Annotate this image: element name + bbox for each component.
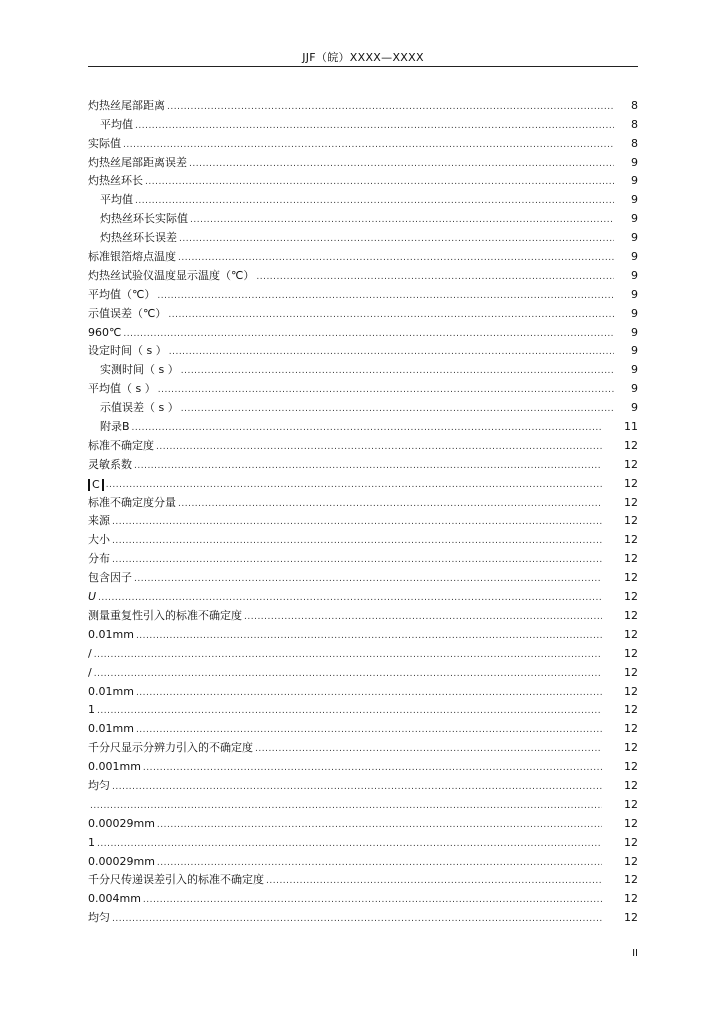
toc-dot-leader [169,346,614,358]
toc-entry-page: 12 [624,665,638,679]
toc-entry-title: 标准银箔熔点温度 [88,250,176,264]
toc-entry-title: 均匀 [88,911,110,925]
toc-dot-leader [190,214,614,226]
toc-dot-leader [143,762,602,774]
toc-dot-leader [112,516,602,528]
toc-dot-leader [112,535,602,547]
running-header: JJF（皖）XXXX—XXXX [302,51,424,64]
toc-entry-title: 包含因子 [88,571,132,585]
toc-entry-title: 分布 [88,552,110,566]
toc-entry[interactable] [88,736,638,755]
toc-entry-title: 1 [88,703,95,717]
toc-entry-page: 9 [631,174,638,188]
toc-entry-title: U [88,590,97,604]
toc-entry[interactable] [88,358,638,377]
toc-entry-title: 0.00029mm [88,854,155,868]
toc-entry-page: 12 [624,495,638,509]
toc-entry-title: 标准不确定度分量 [88,495,176,509]
toc-entry[interactable] [88,604,638,623]
toc-entry-page: 9 [631,287,638,301]
toc-entry-title: C [88,479,104,491]
toc-entry-title: 标准不确定度 [88,438,154,452]
toc-entry-page: 9 [631,363,638,377]
toc-entry[interactable] [88,774,638,793]
toc-entry-title: 平均值（ s ） [88,382,156,396]
toc-entry[interactable] [88,207,638,226]
toc-entry-page: 12 [624,760,638,774]
toc-dot-leader [179,233,614,245]
toc-entry-title: 灵敏系数 [88,457,132,471]
toc-dot-leader [97,705,602,717]
toc-entry-page: 9 [631,306,638,320]
toc-entry-title: 实测时间（ s ） [100,363,179,377]
toc-entry[interactable] [88,566,638,585]
toc-entry-title: 0.00029mm [88,816,155,830]
toc-entry[interactable] [88,850,638,869]
toc-entry-page: 12 [624,590,638,604]
toc-entry-page: 12 [624,627,638,641]
toc-dot-leader [266,875,602,887]
table-of-contents [88,94,638,925]
toc-entry[interactable] [88,188,638,207]
toc-entry[interactable] [88,434,638,453]
toc-entry-title: 灼热丝环长误差 [100,231,177,245]
toc-dot-leader [112,781,602,793]
toc-dot-leader [168,309,614,321]
toc-entry[interactable] [88,226,638,245]
toc-entry-page: 12 [624,816,638,830]
toc-entry[interactable] [88,510,638,529]
toc-dot-leader [157,819,602,831]
toc-entry-page: 12 [624,797,638,811]
toc-entry-page: 12 [624,854,638,868]
toc-entry[interactable] [88,869,638,888]
toc-dot-leader [244,611,602,623]
toc-entry-page: 12 [624,514,638,528]
toc-entry-title: 1 [88,835,95,849]
toc-entry[interactable] [88,585,638,604]
toc-entry-page: 9 [631,268,638,282]
toc-dot-leader [112,913,602,925]
toc-entry[interactable] [88,680,638,699]
toc-entry-page: 12 [624,892,638,906]
toc-entry-page: 8 [631,117,638,131]
toc-entry-page: 8 [631,98,638,112]
toc-entry[interactable] [88,321,638,340]
toc-entry-page: 12 [624,835,638,849]
toc-dot-leader [98,592,602,604]
toc-entry-page: 9 [631,193,638,207]
toc-dot-leader [94,649,602,661]
toc-entry-page: 12 [624,476,638,490]
toc-entry-page: 12 [624,778,638,792]
toc-dot-leader [178,252,614,264]
toc-entry[interactable] [88,906,638,925]
toc-dot-leader [255,743,602,755]
toc-entry-title: 示值误差（ s ） [100,401,179,415]
toc-dot-leader [178,498,602,510]
toc-entry-title: 灼热丝环长实际值 [100,212,188,226]
toc-entry-title: 灼热丝尾部距离误差 [88,155,187,169]
toc-dot-leader [136,630,602,642]
toc-entry-title: 平均值（℃） [88,287,156,301]
toc-entry[interactable] [88,415,638,434]
toc-entry-page: 12 [624,457,638,471]
toc-entry-title: 0.004mm [88,892,141,906]
toc-dot-leader [181,365,614,377]
toc-entry-page: 12 [624,571,638,585]
toc-entry-title: 平均值 [100,117,133,131]
toc-entry-page: 11 [624,420,638,434]
toc-entry[interactable] [88,302,638,321]
toc-dot-leader [123,139,614,151]
toc-dot-leader [136,687,602,699]
toc-entry-title: 设定时间（ s ） [88,344,167,358]
toc-dot-leader [157,857,602,869]
toc-entry-page: 9 [631,325,638,339]
toc-entry[interactable] [88,793,638,812]
toc-entry[interactable] [88,94,638,113]
header-rule [88,66,638,67]
toc-dot-leader [97,838,602,850]
toc-entry-page: 12 [624,608,638,622]
toc-entry-page: 12 [624,552,638,566]
toc-entry-page: 12 [624,533,638,547]
toc-entry[interactable] [88,453,638,472]
toc-entry[interactable] [88,642,638,661]
toc-dot-leader [136,724,602,736]
toc-entry-title: 实际值 [88,136,121,150]
toc-entry[interactable] [88,887,638,906]
toc-dot-leader [112,554,602,566]
toc-entry-page: 9 [631,155,638,169]
toc-entry[interactable] [88,755,638,774]
toc-entry-title: 大小 [88,533,110,547]
toc-entry-title: 平均值 [100,193,133,207]
toc-entry-page: 12 [624,438,638,452]
toc-dot-leader [167,101,614,113]
toc-entry-title: 0.01mm [88,722,134,736]
toc-entry-title: 千分尺传递误差引入的标准不确定度 [88,873,264,887]
page-number: II [632,948,638,959]
toc-entry-page: 12 [624,722,638,736]
toc-dot-leader [90,800,602,812]
toc-entry-title: / [88,646,92,660]
toc-entry-page: 9 [631,212,638,226]
toc-dot-leader [132,422,602,434]
toc-dot-leader [181,403,614,415]
toc-entry[interactable] [88,283,638,302]
toc-entry-title: / [88,665,92,679]
toc-entry[interactable] [88,623,638,642]
toc-entry-page: 12 [624,741,638,755]
toc-entry-page: 12 [624,703,638,717]
toc-entry-page: 8 [631,136,638,150]
toc-entry[interactable] [88,472,638,491]
toc-entry[interactable] [88,264,638,283]
toc-entry-page: 12 [624,911,638,925]
toc-dot-leader [134,460,602,472]
toc-dot-leader [156,441,602,453]
toc-dot-leader [134,573,602,585]
toc-entry-title: 千分尺显示分辨力引入的不确定度 [88,741,253,755]
toc-dot-leader [143,894,602,906]
toc-dot-leader [158,384,614,396]
toc-dot-leader [189,158,614,170]
toc-entry[interactable] [88,245,638,264]
toc-entry[interactable] [88,132,638,151]
toc-dot-leader [123,328,614,340]
toc-entry-page: 12 [624,684,638,698]
toc-entry-page: 9 [631,344,638,358]
toc-entry-title: 示值误差（℃） [88,306,167,320]
toc-entry-title: 灼热丝试验仪温度显示温度（℃） [88,268,255,282]
toc-entry[interactable] [88,113,638,132]
toc-entry-title: 附录B [100,420,130,434]
toc-entry-title: 0.001mm [88,760,141,774]
toc-entry-title: 0.01mm [88,627,134,641]
toc-entry[interactable] [88,661,638,680]
toc-dot-leader [256,271,614,283]
toc-entry[interactable] [88,151,638,170]
toc-entry-title: 来源 [88,514,110,528]
toc-dot-leader [94,668,602,680]
toc-entry-page: 12 [624,873,638,887]
toc-entry-title: 灼热丝环长 [88,174,143,188]
toc-entry[interactable] [88,528,638,547]
toc-entry[interactable] [88,396,638,415]
toc-dot-leader [135,195,614,207]
toc-entry[interactable] [88,812,638,831]
toc-entry[interactable] [88,699,638,718]
toc-entry-page: 12 [624,646,638,660]
toc-dot-leader [157,290,614,302]
toc-entry-page: 9 [631,401,638,415]
toc-entry[interactable] [88,491,638,510]
toc-entry-page: 9 [631,231,638,245]
toc-entry-page: 9 [631,382,638,396]
toc-dot-leader [135,120,614,132]
toc-entry-title: 均匀 [88,778,110,792]
toc-entry[interactable] [88,547,638,566]
toc-entry-title: 0.01mm [88,684,134,698]
toc-entry[interactable] [88,340,638,359]
toc-entry-page: 9 [631,250,638,264]
toc-entry[interactable] [88,831,638,850]
toc-entry-title: 测量重复性引入的标准不确定度 [88,608,242,622]
toc-entry[interactable] [88,377,638,396]
toc-entry-title: 960℃ [88,325,122,339]
toc-dot-leader [106,479,602,491]
toc-entry[interactable] [88,170,638,189]
toc-dot-leader [145,176,614,188]
toc-entry-title: 灼热丝尾部距离 [88,98,165,112]
toc-entry[interactable] [88,717,638,736]
